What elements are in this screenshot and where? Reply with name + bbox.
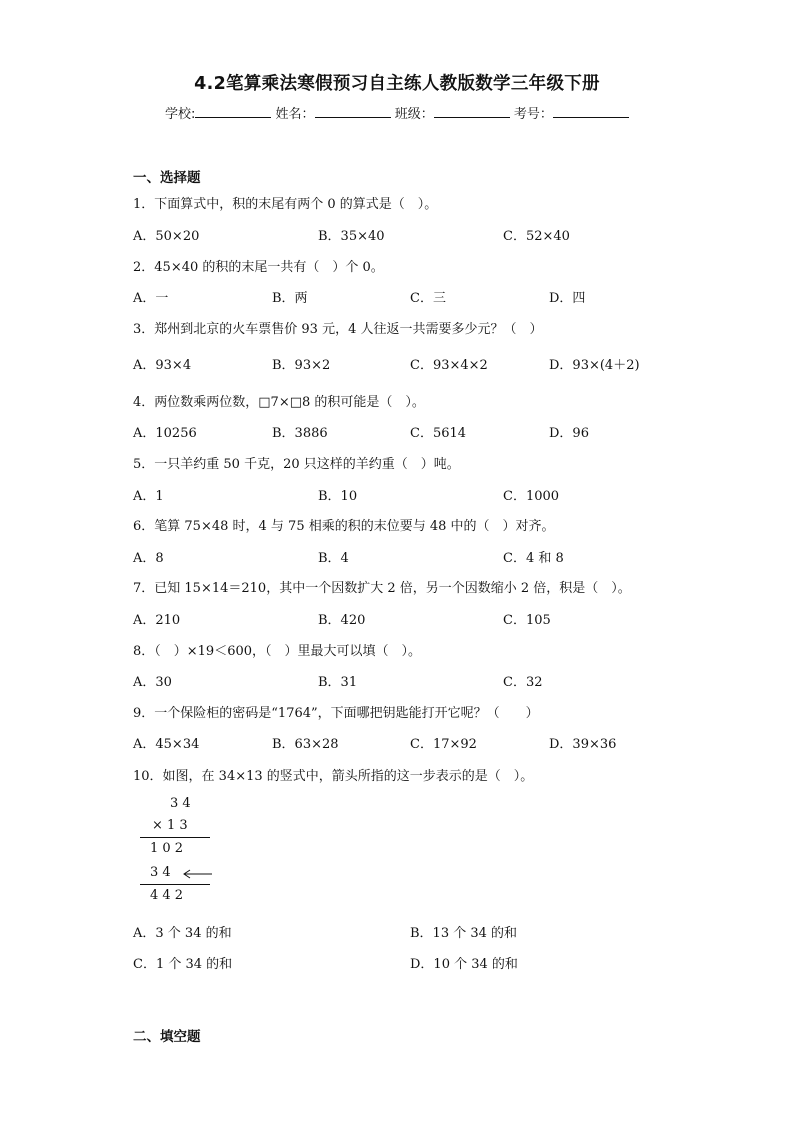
question-stem: 7．已知 15×14＝210，其中一个因数扩大 2 倍，另一个因数缩小 2 倍，积是（ ）。 [133,581,631,596]
vertical-multiplication-figure [140,796,220,906]
option-a[interactable]: A．8 [133,551,164,566]
page-title: 4.2笔算乘法寒假预习自主练人教版数学三年级下册 [194,74,600,94]
question-stem: 2．45×40 的积的末尾一共有（ ）个 0。 [133,260,384,275]
question-stem: 6．笔算 75×48 时，4 与 75 相乘的积的末位要与 48 中的（ ）对齐。 [133,519,555,534]
option-c[interactable]: C．105 [503,613,551,628]
option-c[interactable]: C．1 个 34 的和 [133,957,233,972]
option-c[interactable]: C．1000 [503,489,560,504]
section-heading-fill-blank: 二、填空题 [133,1029,201,1045]
section-heading-choice: 一、选择题 [133,170,201,186]
option-b[interactable]: B．93×2 [272,358,331,373]
question-stem: 8．（ ）×19＜600，（ ）里最大可以填（ ）。 [133,644,422,659]
option-b[interactable]: B．4 [318,551,349,566]
option-b[interactable]: B．420 [318,613,366,628]
option-b[interactable]: B．两 [272,291,308,306]
question-stem: 3．郑州到北京的火车票售价 93 元，4 人往返一共需要多少元？（ ） [133,322,543,337]
option-d[interactable]: D．四 [549,291,586,306]
number-label: 考号： [513,107,553,122]
option-b[interactable]: B．31 [318,675,358,690]
option-a[interactable]: A．45×34 [133,737,200,752]
option-b[interactable]: B．35×40 [318,229,385,244]
option-c[interactable]: C．93×4×2 [410,358,488,373]
option-c[interactable]: C．4 和 8 [503,551,564,566]
arrow-left-icon [180,868,214,880]
school-label: 学校: [165,107,196,122]
option-a[interactable]: A．50×20 [133,229,200,244]
option-b[interactable]: B．10 [318,489,358,504]
option-a[interactable]: A．3 个 34 的和 [133,926,232,941]
partial-product-1: 1 0 2 [150,841,184,856]
option-b[interactable]: B．63×28 [272,737,339,752]
option-d[interactable]: D．96 [549,426,589,441]
option-a[interactable]: A．一 [133,291,169,306]
option-a[interactable]: A．30 [133,675,172,690]
option-b[interactable]: B．3886 [272,426,328,441]
option-c[interactable]: C．5614 [410,426,467,441]
name-label: 姓名： [275,107,315,122]
product: 4 4 2 [150,888,184,903]
number-blank[interactable] [553,105,629,118]
question-stem: 5．一只羊约重 50 千克，20 只这样的羊约重（ ）吨。 [133,457,460,472]
option-c[interactable]: C．17×92 [410,737,477,752]
class-blank[interactable] [434,105,510,118]
question-stem: 1．下面算式中，积的末尾有两个 0 的算式是（ ）。 [133,197,438,212]
question-stem: 10．如图，在 34×13 的竖式中，箭头所指的这一步表示的是（ ）。 [133,769,534,784]
rule-line [140,837,210,838]
multiplicand: 3 4 [170,796,191,811]
option-d[interactable]: D．10 个 34 的和 [410,957,518,972]
option-c[interactable]: C．32 [503,675,543,690]
option-a[interactable]: A．210 [133,613,181,628]
school-blank[interactable] [195,105,271,118]
class-label: 班级： [394,107,434,122]
option-c[interactable]: C．52×40 [503,229,570,244]
question-stem: 4．两位数乘两位数，□7×□8 的积可能是（ ）。 [133,395,425,410]
option-a[interactable]: A．93×4 [133,358,192,373]
name-blank[interactable] [315,105,391,118]
option-a[interactable]: A．1 [133,489,164,504]
student-info-line [165,103,629,122]
question-stem: 9．一个保险柜的密码是“1764”，下面哪把钥匙能打开它呢？（ ） [133,706,539,721]
option-c[interactable]: C．三 [410,291,446,306]
rule-line [140,884,210,885]
option-d[interactable]: D．39×36 [549,737,617,752]
partial-product-2: 3 4 [150,865,171,880]
option-d[interactable]: D．93×(4＋2) [549,358,640,373]
option-b[interactable]: B．13 个 34 的和 [410,926,518,941]
multiplier: × 1 3 [152,818,188,833]
option-a[interactable]: A．10256 [133,426,197,441]
